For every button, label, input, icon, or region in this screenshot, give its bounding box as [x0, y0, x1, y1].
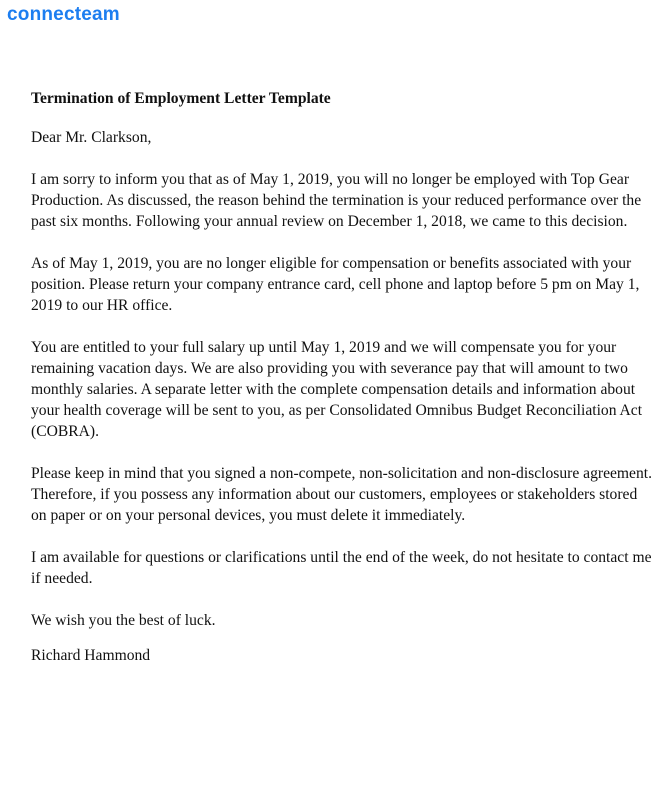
letter-title: Termination of Employment Letter Template	[31, 90, 331, 107]
letter-greeting: Dear Mr. Clarkson,	[31, 129, 152, 146]
connecteam-logo[interactable]: connecteam	[7, 4, 120, 25]
letter-closing: We wish you the best of luck.	[31, 612, 216, 629]
letter-body	[31, 88, 656, 666]
letter-paragraph: Please keep in mind that you signed a non-compete, non-solicitation and non-disclosure agreement. Therefore, if you possess any information about our customers, employees or stakeholders stored on paper or on your personal devices, you must delete it immediately.	[31, 465, 652, 524]
letter-paragraph: I am available for questions or clarifications until the end of the week, do not hesitate to contact me if needed.	[31, 549, 652, 587]
letter-paragraph: I am sorry to inform you that as of May 1, 2019, you will no longer be employed with Top Gear Production. As discussed, the reason behind the termination is your reduced performance over the past six months. Following your annual review on December 1, 2018, we came to this decision.	[31, 171, 642, 230]
letter-paragraph: As of May 1, 2019, you are no longer eligible for compensation or benefits associated with your position. Please return your company entrance card, cell phone and laptop before 5 pm on May 1, 2019 to our HR office.	[31, 255, 640, 314]
letter-signature: Richard Hammond	[31, 647, 151, 664]
letter-paragraph: You are entitled to your full salary up until May 1, 2019 and we will compensate you for your remaining vacation days. We are also providing you with severance pay that will amount to two monthly salaries. A separate letter with the complete compensation details and information about your health coverage will be sent to you, as per Consolidated Omnibus Budget Reconciliation Act (COBRA).	[31, 339, 643, 440]
